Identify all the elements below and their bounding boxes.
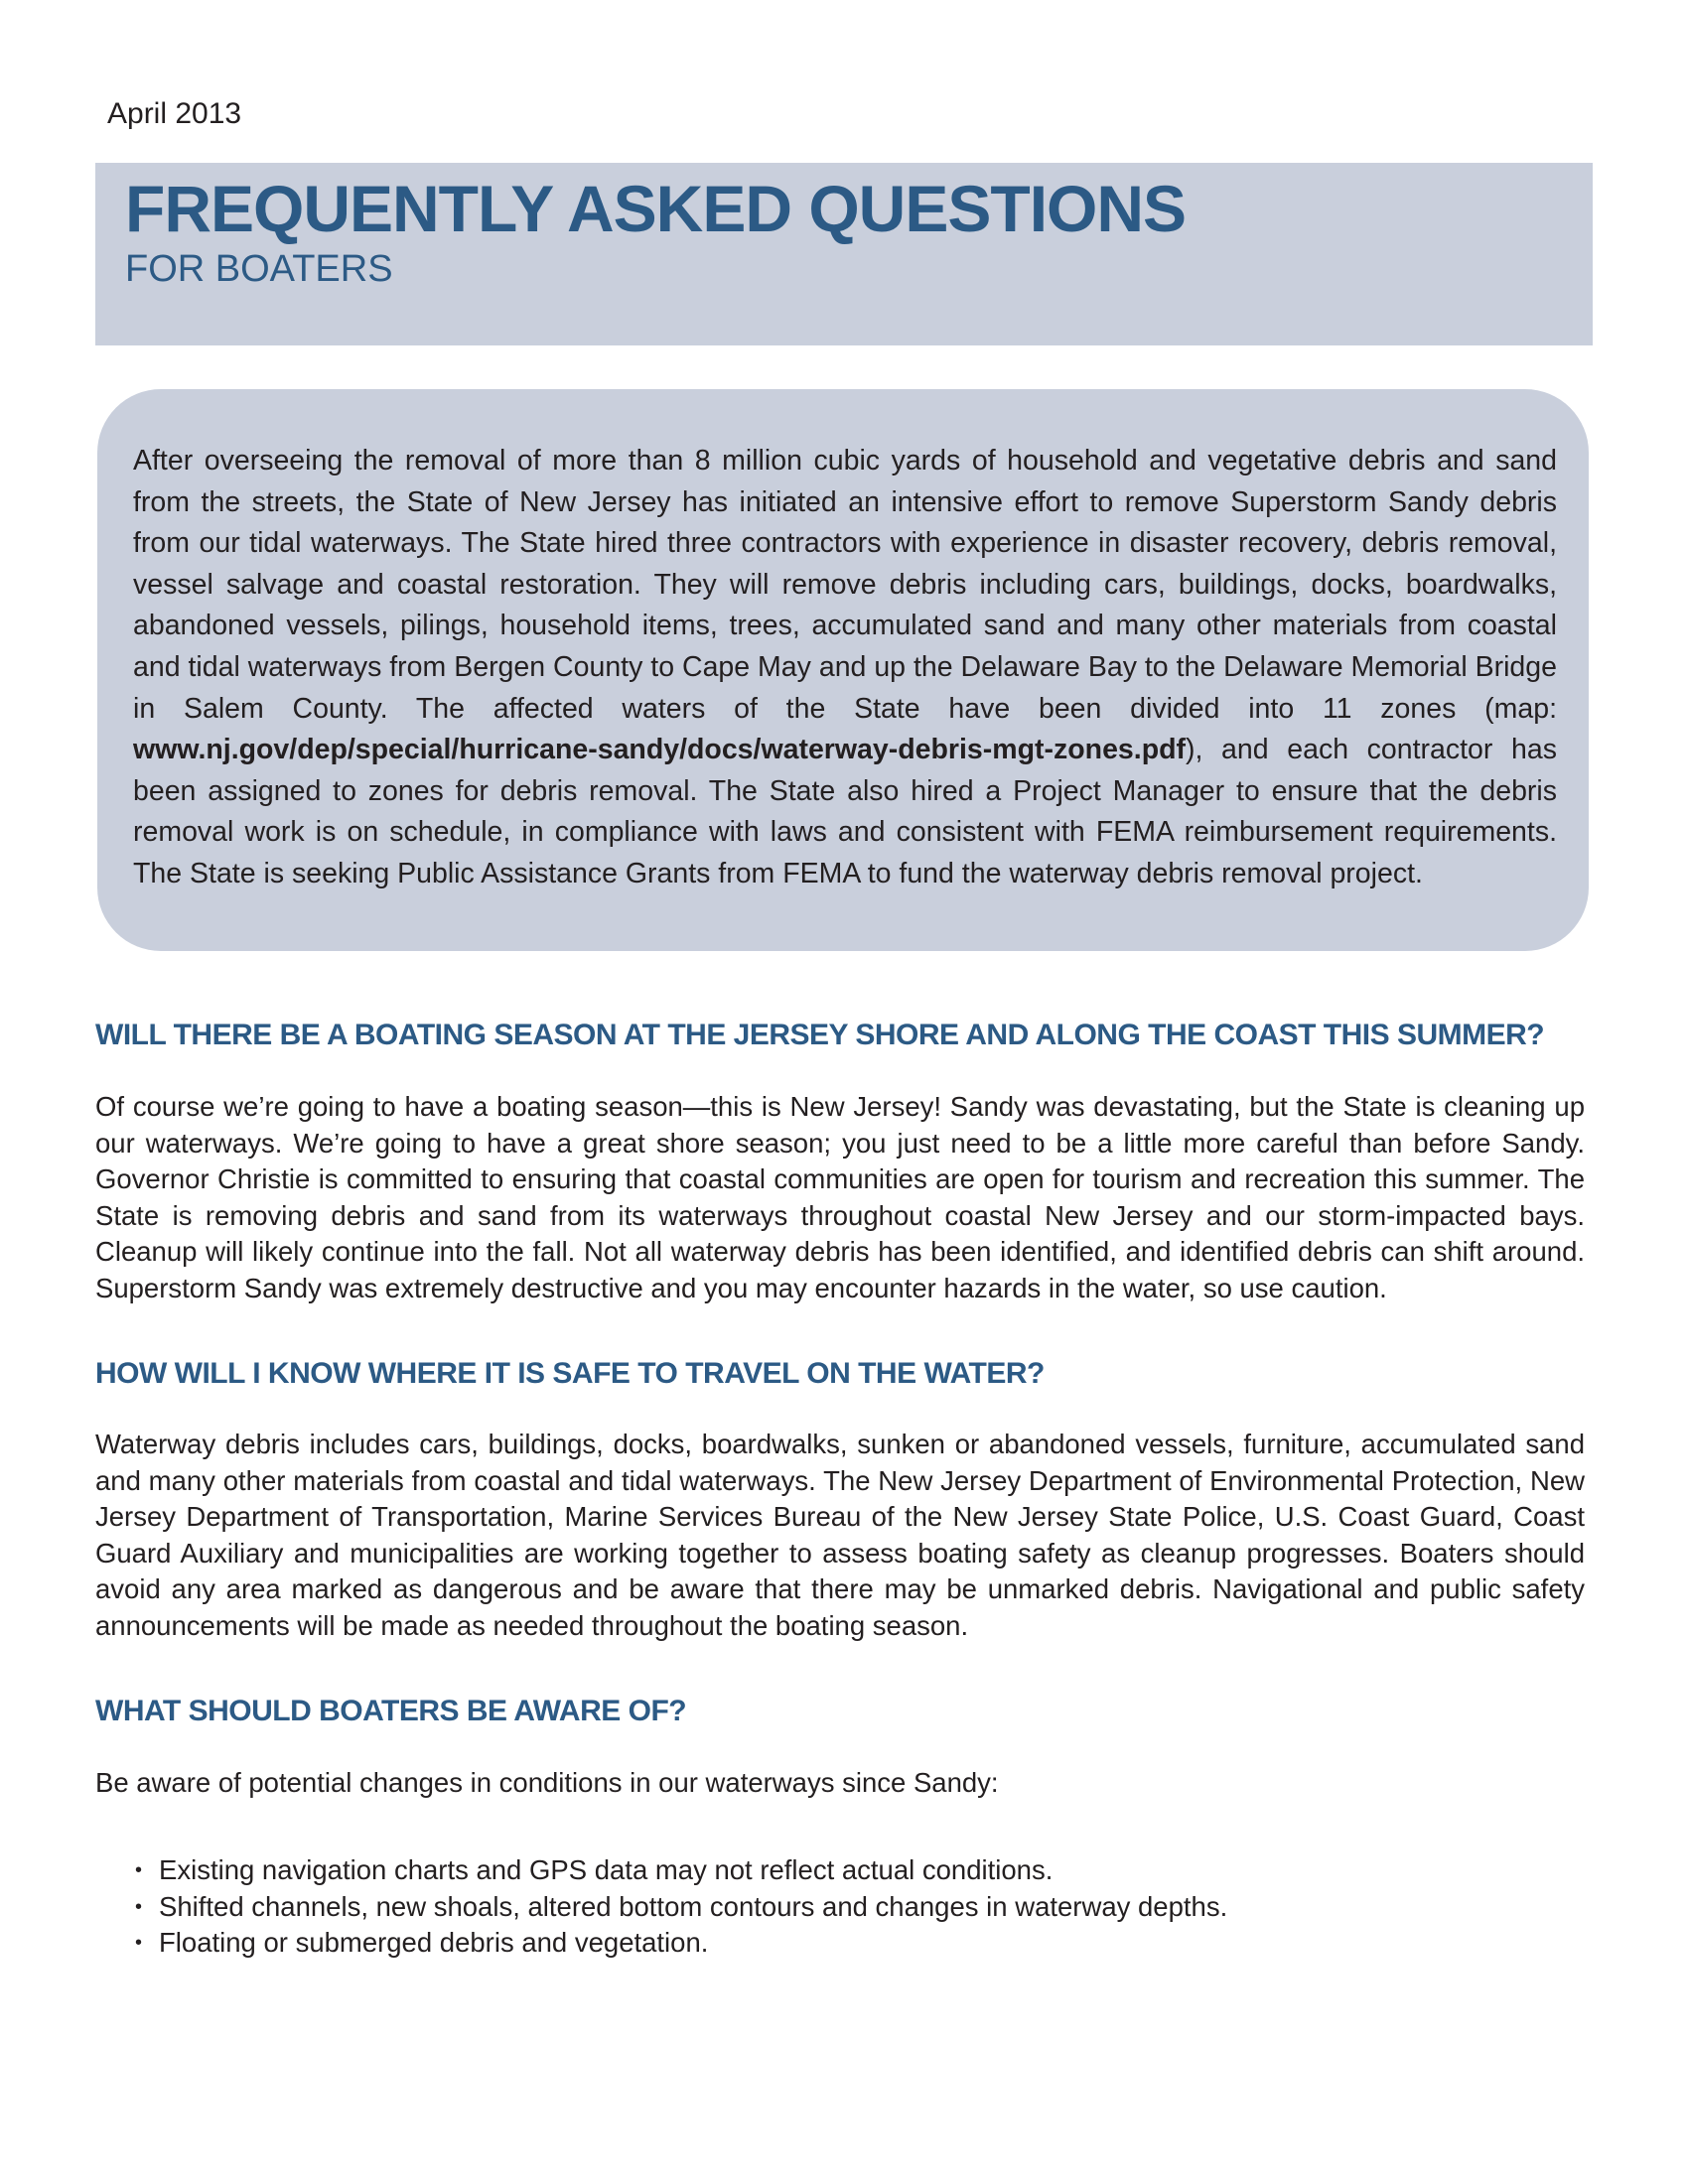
faq-answer-be-aware: Be aware of potential changes in conditions in our waterways since Sandy: (95, 1767, 999, 1798)
page-subtitle: FOR BOATERS (125, 248, 393, 290)
faq-question-boating-season: WILL THERE BE A BOATING SEASON AT THE JERSEY SHORE AND ALONG THE COAST THIS SUMMER? (95, 1019, 1545, 1051)
intro-text-after-url: ), and each contractor has been assigned to zones for debris removal. The State also hired a Project Manager to ensure that the debris removal work is on schedule, in compliance with laws and consistent with FEMA reimbursement requirements. The State is seeking Public Assistance Grants from FEMA to fund the waterway debris removal project. (133, 734, 1557, 889)
list-item (129, 1852, 1227, 1889)
faq-answer-safe-travel: Waterway debris includes cars, buildings, docks, boardwalks, sunken or abandoned vessels, furniture, accumulated sand and many other materials from coastal and tidal waterways. The New Jersey Department of Environmental Protection, New Jersey Department of Transportation, Marine Services Bureau of the New Jersey State Police, U.S. Coast Guard, Coast Guard Auxiliary and municipalities are working together to assess boating safety as cleanup progresses. Boaters should avoid any area marked as dangerous and be aware that there may be unmarked debris. Navigational and public safety announcements will be made as needed throughout the boating season. (95, 1429, 1585, 1641)
list-item (129, 1925, 1227, 1962)
bullet-text: Existing navigation charts and GPS data may not reflect actual conditions. (159, 1854, 1054, 1885)
intro-paragraph (133, 441, 1557, 895)
document-date: April 2013 (107, 97, 242, 130)
bullet-icon: • (135, 1859, 143, 1881)
aware-bullet-list (129, 1852, 1227, 1962)
faq-question-be-aware: WHAT SHOULD BOATERS BE AWARE OF? (95, 1695, 687, 1727)
faq-answer-boating-season: Of course we’re going to have a boating season—this is New Jersey! Sandy was devastating, but the State is cleaning up our waterways. We’re going to have a great shore season; you just need to be a little more careful than before Sandy. Governor Christie is committed to ensuring that coastal communities are open for tourism and recreation this summer. The State is removing debris and sand from its waterways throughout coastal New Jersey and our storm-impacted bays. Cleanup will likely continue into the fall. Not all waterway debris has been identified, and identified debris can shift around. Superstorm Sandy was extremely destructive and you may encounter hazards in the water, so use caution. (95, 1091, 1585, 1303)
bullet-icon: • (135, 1932, 143, 1954)
bullet-icon: • (135, 1895, 143, 1918)
zones-map-link[interactable]: www.nj.gov/dep/special/hurricane-sandy/docs/waterway-debris-mgt-zones.pdf (133, 734, 1186, 766)
intro-panel (97, 389, 1589, 951)
title-banner (95, 163, 1593, 345)
intro-text-before-url: After overseeing the removal of more than 8 million cubic yards of household and vegetative debris and sand from the streets, the State of New Jersey has initiated an intensive effort to remove Superstorm Sandy debris from our tidal waterways. The State hired three contractors with experience in disaster recovery, debris removal, vessel salvage and coastal restoration. They will remove debris including cars, buildings, docks, boardwalks, abandoned vessels, pilings, household items, trees, accumulated sand and many other materials from coastal and tidal waterways from Bergen County to Cape May and up the Delaware Bay to the Delaware Memorial Bridge in Salem County. The affected waters of the State have been divided into 11 zones (map: (133, 445, 1557, 725)
faq-question-safe-travel: HOW WILL I KNOW WHERE IT IS SAFE TO TRAVEL ON THE WATER? (95, 1357, 1045, 1390)
page-title: FREQUENTLY ASKED QUESTIONS (125, 172, 1187, 245)
list-item (129, 1889, 1227, 1926)
bullet-text: Floating or submerged debris and vegetation. (159, 1927, 709, 1958)
bullet-text: Shifted channels, new shoals, altered bottom contours and changes in waterway depths. (159, 1890, 1228, 1922)
